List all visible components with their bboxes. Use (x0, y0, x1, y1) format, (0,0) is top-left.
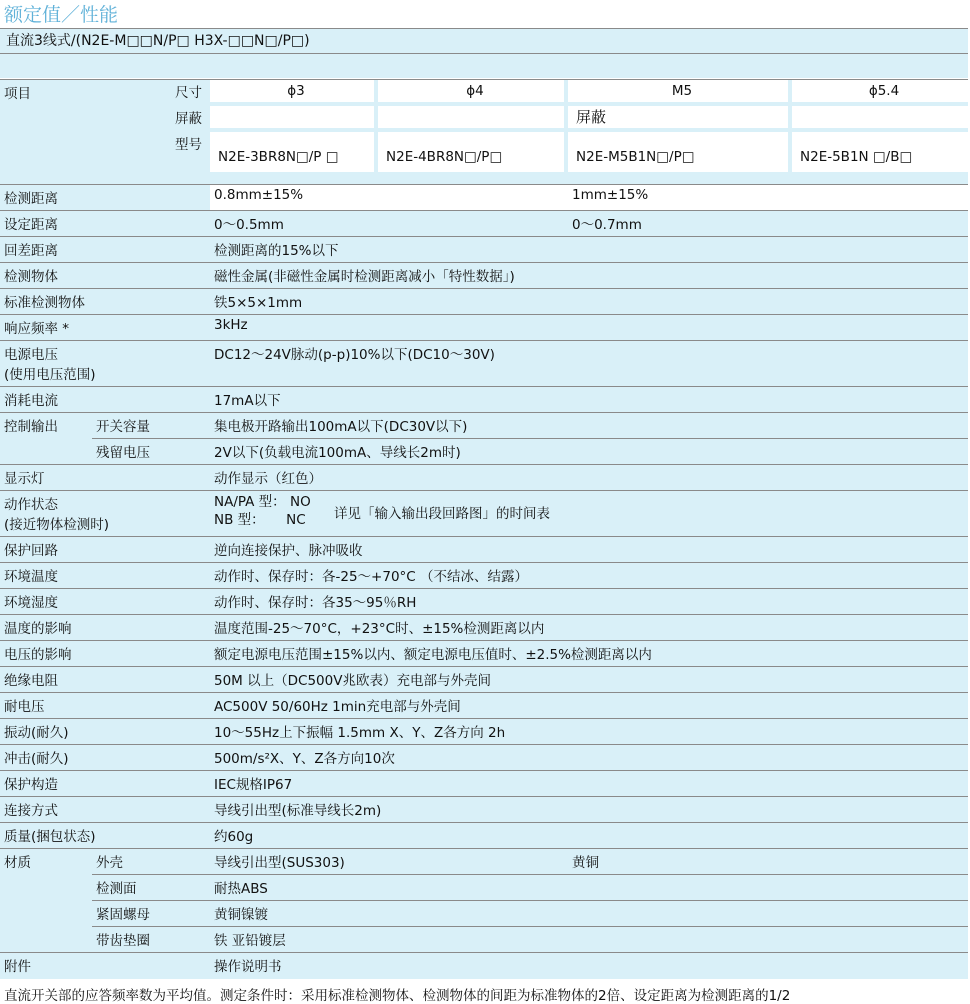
row-label: 绝缘电阻 (0, 667, 210, 693)
row-value (210, 491, 968, 537)
col-model: N2E-4BR8N□/P□ (378, 132, 564, 172)
row-label: 检测距离 (0, 185, 210, 211)
col-size: ϕ5.4 (792, 80, 968, 102)
row-set-distance (0, 211, 968, 237)
row-control-residual (0, 439, 968, 465)
operation-note: 详见「输入输出段回路图」的时间表 (334, 506, 550, 522)
row-material-face (0, 875, 968, 901)
row-value: IEC规格IP67 (210, 771, 968, 797)
row-label: 环境湿度 (0, 589, 210, 615)
spec-table (0, 79, 968, 979)
row-label: 回差距离 (0, 237, 210, 263)
row-label: 控制输出 (0, 413, 92, 465)
row-material-case (0, 849, 968, 875)
row-sublabel: 残留电压 (92, 439, 210, 465)
row-label: 标准检测物体 (0, 289, 210, 315)
row-insulation (0, 667, 968, 693)
row-value: 黄铜 (568, 849, 968, 875)
row-value: DC12～24V脉动(p-p)10%以下(DC10～30V) (210, 341, 968, 387)
row-value: AC500V 50/60Hz 1min充电部与外壳间 (210, 693, 968, 719)
row-label: 质量(捆包状态) (0, 823, 210, 849)
row-label: 显示灯 (0, 465, 210, 491)
row-label: 保护构造 (0, 771, 210, 797)
row-value: 逆向连接保护、脉冲吸收 (210, 537, 968, 563)
row-sublabel: 带齿垫圈 (92, 927, 210, 953)
row-value: 额定电源电压范围±15%以内、额定电源电压值时、±2.5%检测距离以内 (210, 641, 968, 667)
row-label: 耐电压 (0, 693, 210, 719)
na-label: NA/PA 型： (214, 494, 286, 510)
row-value: 17mA以下 (210, 387, 968, 413)
row-sublabel: 检测面 (92, 875, 210, 901)
col-phi54 (792, 80, 968, 185)
row-material-washer (0, 927, 968, 953)
row-label (0, 491, 210, 537)
row-sublabel: 开关容量 (92, 413, 210, 439)
col-shield (792, 106, 968, 128)
row-target (0, 263, 968, 289)
row-value: 0～0.5mm (210, 211, 568, 237)
row-label: 温度的影响 (0, 615, 210, 641)
row-value: 3kHz (210, 315, 968, 341)
row-value: 动作显示（红色） (210, 465, 968, 491)
row-value: 黄铜镍镀 (210, 901, 968, 927)
spacer-band (0, 54, 968, 78)
row-withstand (0, 693, 968, 719)
row-value: 磁性金属(非磁性金属时检测距离减小「特性数据」) (210, 263, 968, 289)
header-item-label: 项目 (0, 80, 92, 185)
row-value: 铁 亚铅镀层 (210, 927, 968, 953)
row-temp-effect (0, 615, 968, 641)
row-value: 50M 以上（DC500V兆欧表）充电部与外壳间 (210, 667, 968, 693)
row-value: 温度范围-25～70°C，+23°C时、±15%检测距离以内 (210, 615, 968, 641)
row-label-line: 电源电压 (4, 347, 58, 363)
row-value: 耐热ABS (210, 875, 968, 901)
nb-value: NC (286, 512, 306, 528)
row-vibration (0, 719, 968, 745)
row-accessory (0, 953, 968, 979)
header-shield-label: 屏蔽 (175, 111, 202, 127)
row-connection (0, 797, 968, 823)
row-label: 响应频率 * (0, 315, 210, 341)
col-size: ϕ4 (378, 80, 564, 102)
row-value: 2V以下(负载电流100mA、导线长2m时) (210, 439, 968, 465)
col-phi4 (378, 80, 568, 185)
header-model-label: 型号 (175, 137, 202, 153)
row-std-target (0, 289, 968, 315)
row-value: 导线引出型(标准导线长2m) (210, 797, 968, 823)
row-sublabel: 外壳 (92, 849, 210, 875)
nb-label: NB 型： (214, 512, 265, 528)
row-label: 设定距离 (0, 211, 210, 237)
header-row (0, 80, 968, 185)
col-shield: 屏蔽 (568, 106, 788, 128)
row-value: 0.8mm±15% (210, 185, 568, 211)
row-shock (0, 745, 968, 771)
header-labels (92, 80, 210, 185)
row-volt-effect (0, 641, 968, 667)
row-label: 附件 (0, 953, 210, 979)
row-value: 0～0.7mm (568, 211, 968, 237)
row-detect-distance (0, 185, 968, 211)
row-label: 检测物体 (0, 263, 210, 289)
row-label: 材质 (0, 849, 92, 953)
col-size: ϕ3 (210, 80, 374, 102)
row-sublabel: 紧固螺母 (92, 901, 210, 927)
row-weight (0, 823, 968, 849)
row-value: 操作说明书 (210, 953, 968, 979)
col-model: N2E-3BR8N□/P □ (210, 132, 374, 172)
row-label-line: 动作状态 (4, 497, 58, 513)
product-series: 直流3线式/(N2E-M□□N/P□ H3X-□□N□/P□) (0, 28, 968, 54)
row-protection (0, 537, 968, 563)
page-title: 额定值／性能 (4, 4, 119, 26)
row-label: 冲击(耐久) (0, 745, 210, 771)
col-model: N2E-5B1N □/B□ (792, 132, 968, 172)
row-value: 导线引出型(SUS303) (210, 849, 568, 875)
row-material-nut (0, 901, 968, 927)
row-hysteresis (0, 237, 968, 263)
row-label: 消耗电流 (0, 387, 210, 413)
row-label: 环境温度 (0, 563, 210, 589)
footnote: 直流开关部的应答频率数为平均值。测定条件时：采用标准检测物体、检测物体的间距为标准物体的2倍、设定距离为检测距离的1/2 (4, 988, 791, 1004)
row-label: 保护回路 (0, 537, 210, 563)
row-humidity (0, 589, 968, 615)
col-model: N2E-M5B1N□/P□ (568, 132, 788, 172)
row-structure (0, 771, 968, 797)
row-label: 振动(耐久) (0, 719, 210, 745)
row-value: 铁5×5×1mm (210, 289, 968, 315)
row-label (0, 341, 210, 387)
row-label: 电压的影响 (0, 641, 210, 667)
row-label-line: (接近物体检测时) (4, 517, 110, 533)
row-label-line: (使用电压范围) (4, 367, 96, 383)
row-operation (0, 491, 968, 537)
row-indicator (0, 465, 968, 491)
na-value: NO (289, 494, 311, 510)
header-size-label: 尺寸 (175, 85, 202, 101)
row-value: 动作时、保存时：各35～95％RH (210, 589, 968, 615)
col-shield (378, 106, 564, 128)
row-value: 检测距离的15%以下 (210, 237, 968, 263)
row-control-switch (0, 413, 968, 439)
col-m5 (568, 80, 792, 185)
row-value: 500m/s²X、Y、Z各方向10次 (210, 745, 968, 771)
row-response (0, 315, 968, 341)
row-value: 集电极开路输出100mA以下(DC30V以下) (210, 413, 968, 439)
row-value: 1mm±15% (568, 185, 968, 211)
col-shield (210, 106, 374, 128)
row-power (0, 341, 968, 387)
row-value: 约60g (210, 823, 968, 849)
col-size: M5 (568, 80, 788, 102)
row-label: 连接方式 (0, 797, 210, 823)
row-value: 动作时、保存时：各-25～+70°C （不结冰、结露） (210, 563, 968, 589)
row-value: 10～55Hz上下振幅 1.5mm X、Y、Z各方向 2h (210, 719, 968, 745)
row-temperature (0, 563, 968, 589)
row-consumption (0, 387, 968, 413)
col-phi3 (210, 80, 378, 185)
